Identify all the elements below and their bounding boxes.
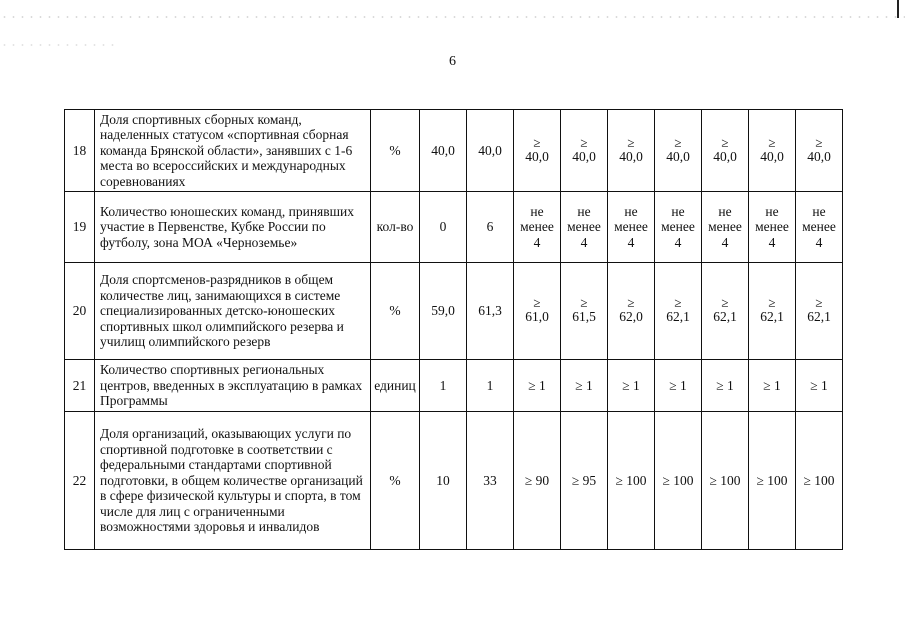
target-value: 40,0 <box>713 148 737 164</box>
scan-noise-left <box>0 44 120 46</box>
target-symbol: ≥ <box>768 134 776 150</box>
target-value: 4 <box>627 234 635 250</box>
target-cell: ≥ 1 <box>749 360 796 412</box>
value-cell: 1 <box>467 360 514 412</box>
target-prefix: не менее <box>755 203 789 235</box>
target-cell <box>702 192 749 263</box>
target-cell: ≥ 100 <box>608 412 655 550</box>
unit-cell: кол-во <box>371 192 420 263</box>
page-number: 6 <box>449 54 456 69</box>
indicator-description: Доля организаций, оказывающих услуги по спортивной подготовке в соответствии с федеральными стандартами спортивной подготовки, в общем количестве организаций в сфере физической культуры и спорта, в том числе для лиц с ограниченными возможностями здоровья и инвалидов <box>95 412 371 550</box>
target-prefix: не менее <box>614 203 648 235</box>
target-cell: ≥ 1 <box>514 360 561 412</box>
target-cell <box>514 192 561 263</box>
target-cell <box>655 263 702 360</box>
target-cell <box>561 263 608 360</box>
target-symbol: ≥ <box>768 295 776 311</box>
target-cell: ≥ 95 <box>561 412 608 550</box>
target-symbol: ≥ <box>580 295 588 311</box>
target-cell: ≥ 1 <box>655 360 702 412</box>
target-cell <box>655 192 702 263</box>
target-cell: ≥ 100 <box>749 412 796 550</box>
table-row <box>65 110 843 192</box>
target-value: 62,0 <box>619 309 643 325</box>
target-symbol: ≥ <box>674 134 682 150</box>
scan-noise-top <box>0 16 905 18</box>
indicators-table <box>64 109 843 550</box>
row-number: 21 <box>65 360 95 412</box>
target-prefix: не менее <box>802 203 836 235</box>
indicator-description: Доля спортивных сборных команд, наделенных статусом «спортивная сборная команда Брянской области», занявших с 1-6 места во всероссийских и международных соревнованиях <box>95 110 371 192</box>
value-cell: 0 <box>420 192 467 263</box>
unit-cell: % <box>371 110 420 192</box>
target-symbol: ≥ <box>533 134 541 150</box>
target-value: 61,0 <box>525 309 549 325</box>
target-cell: ≥ 1 <box>561 360 608 412</box>
value-cell: 40,0 <box>467 110 514 192</box>
indicator-description: Доля спортсменов-разрядников в общем количестве лиц, занимающихся в системе специализированных детско-юношеских спортивных школ олимпийского резерва и училищ олимпийского резерв <box>95 263 371 360</box>
row-number: 20 <box>65 263 95 360</box>
target-cell: ≥ 90 <box>514 412 561 550</box>
table-row <box>65 412 843 550</box>
target-value: 4 <box>674 234 682 250</box>
target-prefix: не менее <box>567 203 601 235</box>
target-cell <box>561 110 608 192</box>
target-cell <box>749 110 796 192</box>
target-symbol: ≥ <box>815 295 823 311</box>
target-value: 61,5 <box>572 309 596 325</box>
target-value: 4 <box>580 234 588 250</box>
target-cell <box>655 110 702 192</box>
value-cell: 61,3 <box>467 263 514 360</box>
target-cell <box>514 110 561 192</box>
target-cell: ≥ 1 <box>608 360 655 412</box>
target-symbol: ≥ <box>815 134 823 150</box>
target-prefix: не менее <box>661 203 695 235</box>
indicator-description: Количество юношеских команд, принявших участие в Первенстве, Кубке России по футболу, зона МОА «Черноземье» <box>95 192 371 263</box>
target-cell <box>514 263 561 360</box>
row-number: 18 <box>65 110 95 192</box>
target-value: 4 <box>815 234 823 250</box>
unit-cell: единиц <box>371 360 420 412</box>
target-symbol: ≥ <box>721 295 729 311</box>
target-cell: ≥ 100 <box>796 412 843 550</box>
unit-cell: % <box>371 263 420 360</box>
target-cell <box>608 110 655 192</box>
target-symbol: ≥ <box>721 134 729 150</box>
table-row <box>65 263 843 360</box>
table-row <box>65 360 843 412</box>
value-cell: 10 <box>420 412 467 550</box>
target-cell <box>796 110 843 192</box>
target-value: 40,0 <box>807 148 831 164</box>
target-value: 62,1 <box>760 309 784 325</box>
target-cell <box>702 263 749 360</box>
target-value: 62,1 <box>807 309 831 325</box>
target-cell <box>796 263 843 360</box>
target-value: 40,0 <box>525 148 549 164</box>
unit-cell: % <box>371 412 420 550</box>
target-cell <box>749 192 796 263</box>
target-value: 4 <box>533 234 541 250</box>
target-cell: ≥ 1 <box>796 360 843 412</box>
target-value: 62,1 <box>666 309 690 325</box>
value-cell: 59,0 <box>420 263 467 360</box>
target-cell <box>749 263 796 360</box>
target-value: 62,1 <box>713 309 737 325</box>
value-cell: 40,0 <box>420 110 467 192</box>
target-value: 40,0 <box>666 148 690 164</box>
target-cell: ≥ 1 <box>702 360 749 412</box>
value-cell: 1 <box>420 360 467 412</box>
target-symbol: ≥ <box>580 134 588 150</box>
target-symbol: ≥ <box>674 295 682 311</box>
target-value: 40,0 <box>760 148 784 164</box>
target-cell <box>608 263 655 360</box>
target-value: 40,0 <box>619 148 643 164</box>
target-cell: ≥ 100 <box>702 412 749 550</box>
indicator-description: Количество спортивных региональных центров, введенных в эксплуатацию в рамках Программы <box>95 360 371 412</box>
value-cell: 6 <box>467 192 514 263</box>
target-cell <box>608 192 655 263</box>
target-prefix: не менее <box>520 203 554 235</box>
target-symbol: ≥ <box>533 295 541 311</box>
target-value: 4 <box>768 234 776 250</box>
target-cell: ≥ 100 <box>655 412 702 550</box>
target-value: 4 <box>721 234 729 250</box>
table-row <box>65 192 843 263</box>
target-symbol: ≥ <box>627 134 635 150</box>
target-symbol: ≥ <box>627 295 635 311</box>
value-cell: 33 <box>467 412 514 550</box>
target-cell <box>796 192 843 263</box>
target-cell <box>561 192 608 263</box>
target-prefix: не менее <box>708 203 742 235</box>
scan-edge-mark <box>897 0 899 18</box>
row-number: 22 <box>65 412 95 550</box>
target-value: 40,0 <box>572 148 596 164</box>
target-cell <box>702 110 749 192</box>
row-number: 19 <box>65 192 95 263</box>
